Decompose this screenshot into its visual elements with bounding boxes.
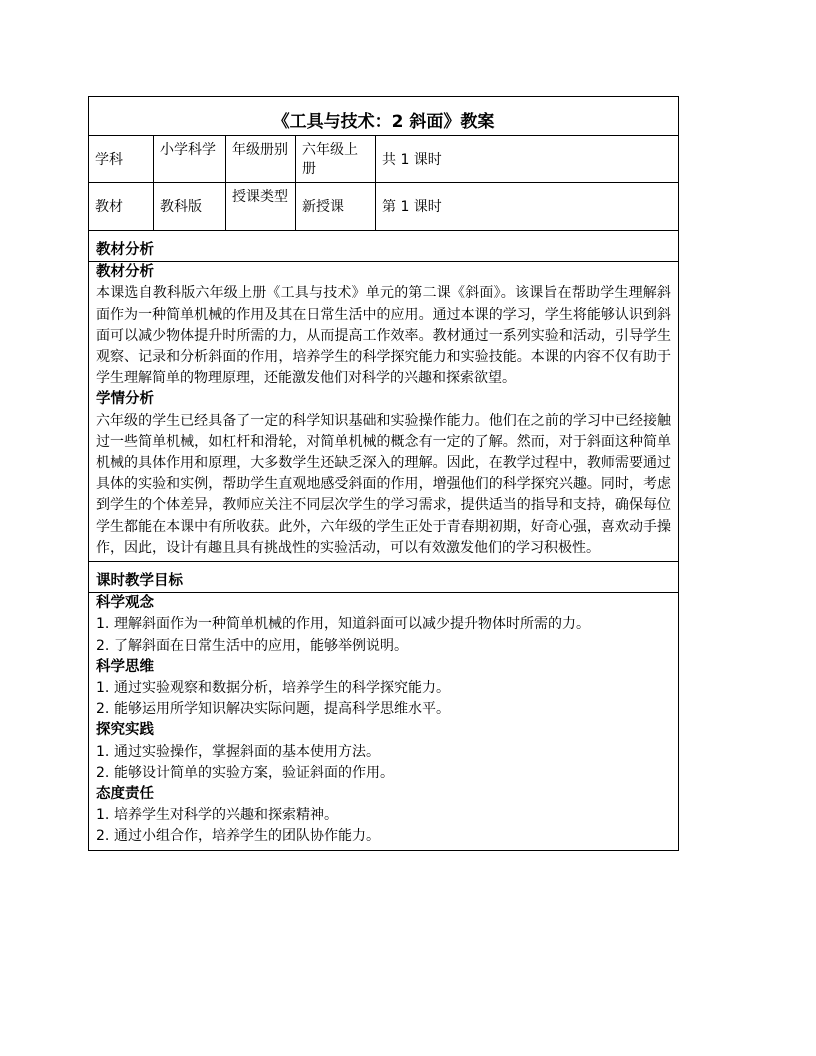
objective-item <box>96 763 671 784</box>
info-cell: 新授课 <box>296 183 376 230</box>
objective-group-title: 科学思维 <box>96 658 154 675</box>
item-text: 通过实验观察和数据分析，培养学生的科学探究能力。 <box>114 680 450 697</box>
student-analysis-title: 学情分析 <box>96 391 154 408</box>
objective-group-title: 态度责任 <box>96 786 154 803</box>
info-cell: 教材 <box>89 183 154 230</box>
info-cell: 第 1 课时 <box>382 199 442 215</box>
item-text: 通过实验操作，掌握斜面的基本使用方法。 <box>114 743 380 760</box>
item-text: 理解斜面作为一种简单机械的作用，知道斜面可以减少提升物体时所需的力。 <box>114 616 590 633</box>
material-analysis-title: 教材分析 <box>96 264 154 281</box>
item-number: 2. <box>96 764 110 781</box>
item-text: 培养学生对科学的兴趣和探索精神。 <box>114 807 338 824</box>
info-cell: 教科版 <box>154 183 226 230</box>
material-analysis-text: 本课选自教科版六年级上册《工具与技术》单元的第二课《斜面》。该课旨在帮助学生理解斜面作为一种简单机械的作用及其在日常生活中的应用。通过本课的学习，学生将能够认识到斜面可以减少物体提升时所需的力，从而提高工作效率。教材通过一系列实验和活动，引导学生观察、记录和分析斜面的作用，培养学生的科学探究能力和实验技能。本课的内容不仅有助于学生理解简单的物理原理，还能激发他们对科学的兴趣和探索欲望。 <box>96 285 671 387</box>
item-text: 通过小组合作，培养学生的团队协作能力。 <box>114 828 380 845</box>
objective-item <box>96 614 671 635</box>
objective-item <box>96 636 671 657</box>
objective-group-title: 科学观念 <box>96 595 154 612</box>
item-number: 1. <box>96 680 110 697</box>
item-text: 能够设计简单的实验方案，验证斜面的作用。 <box>114 764 394 781</box>
document-title: 《工具与技术：2 斜面》教案 <box>89 97 678 136</box>
item-text: 了解斜面在日常生活中的应用，能够举例说明。 <box>114 637 408 654</box>
item-number: 2. <box>96 828 110 845</box>
info-cell: 学科 <box>89 136 154 182</box>
item-number: 1. <box>96 807 110 824</box>
info-cell: 六年级上册 <box>296 136 376 182</box>
objective-item <box>96 826 671 847</box>
objective-group-title: 探究实践 <box>96 722 154 739</box>
info-cell: 共 1 课时 <box>382 152 442 168</box>
info-cell: 年级册别 <box>226 136 296 182</box>
objective-item <box>96 699 671 720</box>
objective-item <box>96 805 671 826</box>
item-number: 2. <box>96 637 110 654</box>
objective-item <box>96 742 671 763</box>
item-text: 能够运用所学知识解决实际问题，提高科学思维水平。 <box>114 701 450 718</box>
objective-item <box>96 678 671 699</box>
item-number: 1. <box>96 743 110 760</box>
info-cell: 授课类型 <box>226 183 296 230</box>
objectives-section <box>89 562 678 850</box>
student-analysis-text: 六年级的学生已经具备了一定的科学知识基础和实验操作能力。他们在之前的学习中已经接触过一些简单机械，如杠杆和滑轮，对简单机械的概念有一定的了解。然而，对于斜面这种简单机械的具体作用和原理，大多数学生还缺乏深入的理解。因此，在教学过程中，教师需要通过具体的实验和实例，帮助学生直观地感受斜面的作用，增强他们的科学探究兴趣。同时，考虑到学生的个体差异，教师应关注不同层次学生的学习需求，提供适当的指导和支持，确保每位学生都能在本课中有所收获。此外，六年级的学生正处于青春期初期，好奇心强，喜欢动手操作，因此，设计有趣且具有挑战性的实验活动，可以有效激发他们的学习积极性。 <box>96 412 671 556</box>
item-number: 1. <box>96 616 110 633</box>
item-number: 2. <box>96 701 110 718</box>
lesson-plan-table <box>88 96 679 851</box>
objectives-section-title: 课时教学目标 <box>96 573 183 590</box>
analysis-section-title: 教材分析 <box>96 242 154 258</box>
info-row-2 <box>89 183 678 231</box>
info-cell: 小学科学 <box>154 136 226 182</box>
analysis-section <box>89 231 678 562</box>
info-row-1 <box>89 136 678 183</box>
